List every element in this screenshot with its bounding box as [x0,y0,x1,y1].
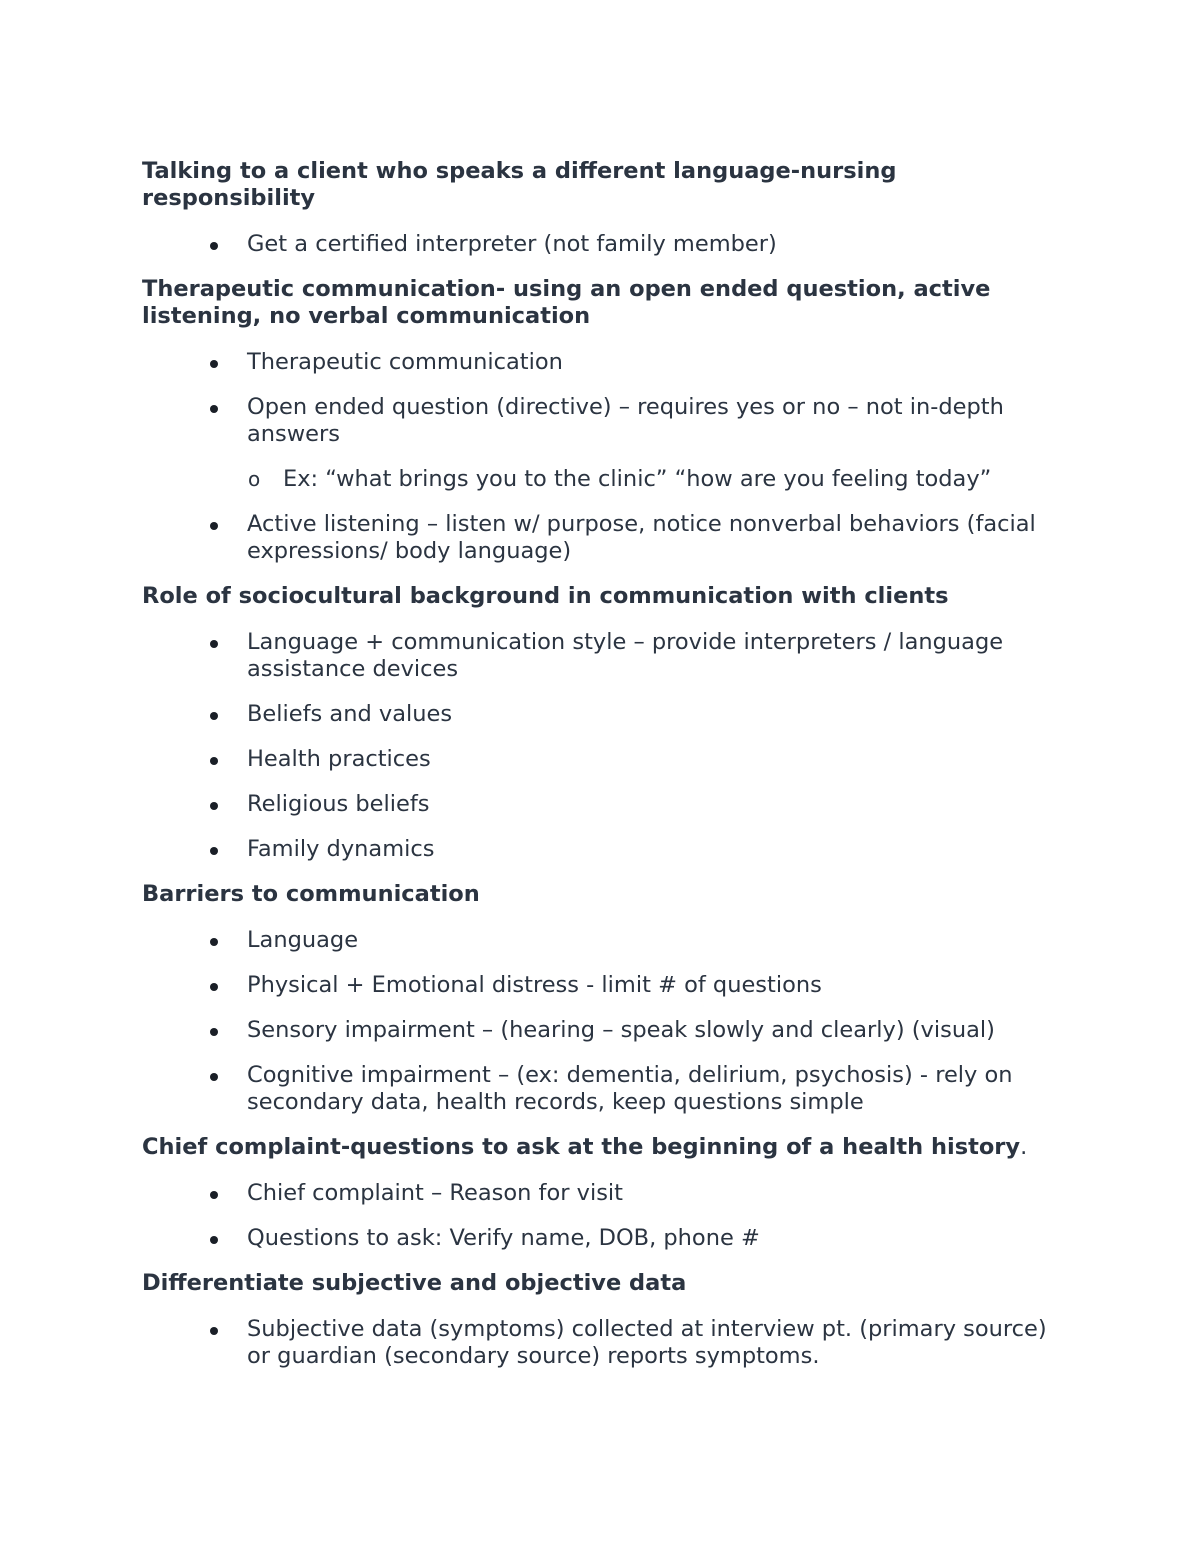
section-heading [142,1134,1062,1161]
list-item [142,791,1062,818]
sub-list-item [142,466,1062,493]
section-barriers [142,881,1062,1116]
list-item [142,836,1062,863]
list-item-text: Get a certified interpreter (not family member) [247,231,777,257]
bullet-icon [210,1327,218,1335]
list-item [142,927,1062,954]
section-heading-text: Chief complaint-questions to ask at the beginning of a health history [142,1134,1021,1160]
list-item-text: Sensory impairment – (hearing – speak slowly and clearly) (visual) [247,1017,995,1043]
list-item-text: Cognitive impairment – (ex: dementia, delirium, psychosis) - rely on secondary data, health records, keep questions simple [247,1062,1013,1115]
bullet-icon [210,1073,218,1081]
list-item [142,1225,1062,1252]
bullet-icon [210,242,218,250]
bullet-icon [210,938,218,946]
list-item [142,1062,1062,1116]
list-item [142,231,1062,258]
section-heading: Talking to a client who speaks a different language-nursing responsibility [142,158,897,211]
list-item-text: Beliefs and values [247,701,453,727]
bullet-list [142,1180,1062,1252]
list-item-text: Health practices [247,746,431,772]
list-item [142,746,1062,773]
list-item-text: Family dynamics [247,836,435,862]
document-page [142,158,1062,1388]
section-sociocultural [142,583,1062,863]
bullet-icon [210,1191,218,1199]
section-interpreter [142,158,1062,258]
bullet-list [142,927,1062,1116]
bullet-icon [210,1236,218,1244]
bullet-list [142,1316,1062,1370]
section-heading: Role of sociocultural background in communication with clients [142,583,949,609]
list-item-text: Language + communication style – provide interpreters / language assistance devices [247,629,1004,682]
bullet-icon [210,522,218,530]
section-subjective-objective [142,1270,1062,1370]
section-heading: Differentiate subjective and objective data [142,1270,687,1296]
section-heading-suffix: . [1020,1134,1028,1160]
list-item-text: Subjective data (symptoms) collected at interview pt. (primary source) or guardian (secondary source) reports symptoms. [247,1316,1047,1369]
section-heading: Therapeutic communication- using an open ended question, active listening, no verbal communication [142,276,991,329]
list-item-text: Questions to ask: Verify name, DOB, phone # [247,1225,760,1251]
section-heading: Barriers to communication [142,881,480,907]
sub-list-item-text: Ex: “what brings you to the clinic” “how are you feeling today” [283,466,992,492]
list-item [142,972,1062,999]
list-item [142,1316,1062,1370]
section-therapeutic-communication [142,276,1062,565]
list-item-text: Therapeutic communication [247,349,563,375]
bullet-list [142,629,1062,863]
list-item-text: Open ended question (directive) – requires yes or no – not in-depth answers [247,394,1004,447]
list-item-text: Language [247,927,359,953]
list-item-text: Physical + Emotional distress - limit # of questions [247,972,822,998]
bullet-list [142,231,1062,258]
bullet-icon [210,802,218,810]
hollow-bullet-icon: o [248,467,261,491]
bullet-icon [210,757,218,765]
list-item-text: Active listening – listen w/ purpose, notice nonverbal behaviors (facial expressions/ body language) [247,511,1036,564]
list-item-text: Chief complaint – Reason for visit [247,1180,624,1206]
list-item-text: Religious beliefs [247,791,430,817]
list-item [142,629,1062,683]
bullet-icon [210,360,218,368]
bullet-icon [210,847,218,855]
bullet-icon [210,712,218,720]
list-item [142,394,1062,448]
list-item [142,701,1062,728]
bullet-list [142,349,1062,565]
bullet-icon [210,640,218,648]
list-item [142,349,1062,376]
section-chief-complaint [142,1134,1062,1252]
list-item [142,1180,1062,1207]
list-item [142,1017,1062,1044]
bullet-icon [210,983,218,991]
bullet-icon [210,1028,218,1036]
bullet-icon [210,405,218,413]
list-item [142,511,1062,565]
